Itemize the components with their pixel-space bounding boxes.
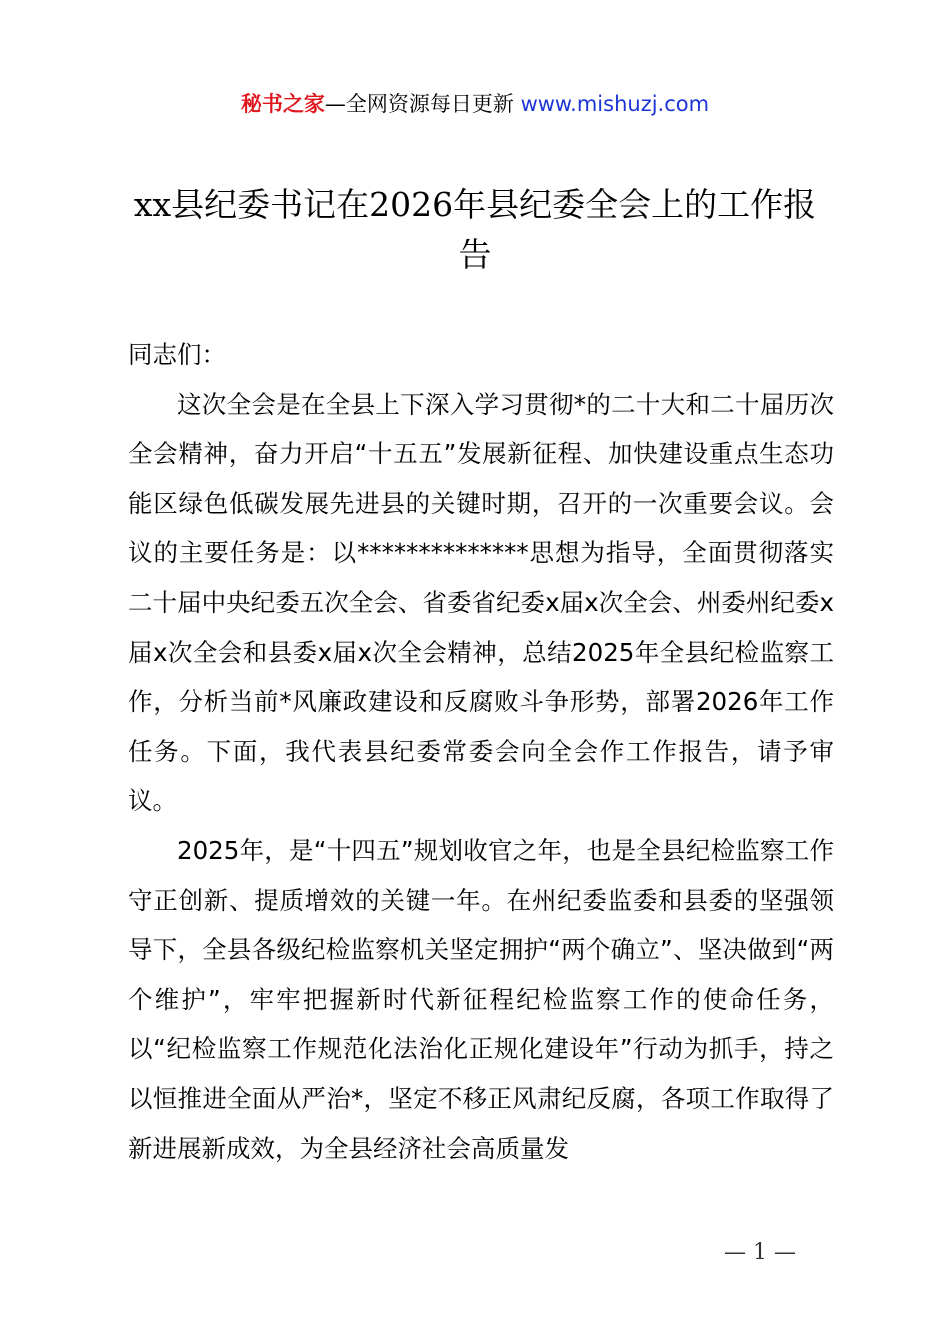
paragraph-2: 2025年，是“十四五”规划收官之年，也是全县纪检监察工作守正创新、提质增效的关键一年。在州纪委监委和县委的坚强领导下，全县各级纪检监察机关坚定拥护“两个确立”、坚决做到“两个维护”，牢牢把握新时代新征程纪检监察工作的使命任务，以“纪检监察工作规范化法治化正规化建设年”行动为抓手，持之以恒推进全面从严治*，坚定不移正风肃纪反腐，各项工作取得了新进展新成效，为全县经济社会高质量发 <box>128 835 834 1163</box>
banner-tagline: —全网资源每日更新 <box>324 92 521 116</box>
paragraph-1: 这次全会是在全县上下深入学习贯彻*的二十大和二十届历次全会精神，奋力开启“十五五”发展新征程、加快建设重点生态功能区绿色低碳发展先进县的关键时期，召开的一次重要会议。会议的主要任务是：以**************思想为指导，全面贯彻落实二十届中央纪委五次全会、省委省纪委x届x次全会、州委州纪委x届x次全会和县委x届x次全会精神，总结2025年全县纪检监察工作，分析当前*风廉政建设和反腐败斗争形势，部署2026年工作任务。下面，我代表县纪委常委会向全会作工作报告，请予审议。 <box>128 389 834 816</box>
site-url-link[interactable]: www.mishuzj.com <box>520 92 710 116</box>
salutation: 同志们： <box>128 340 226 369</box>
brand-name: 秘书之家 <box>240 92 325 116</box>
document-title: xx县纪委书记在2026年县纪委全会上的工作报告 <box>133 185 817 274</box>
site-banner <box>0 88 950 120</box>
page-number: — 1 — <box>724 1240 796 1265</box>
document-body <box>128 330 834 1173</box>
